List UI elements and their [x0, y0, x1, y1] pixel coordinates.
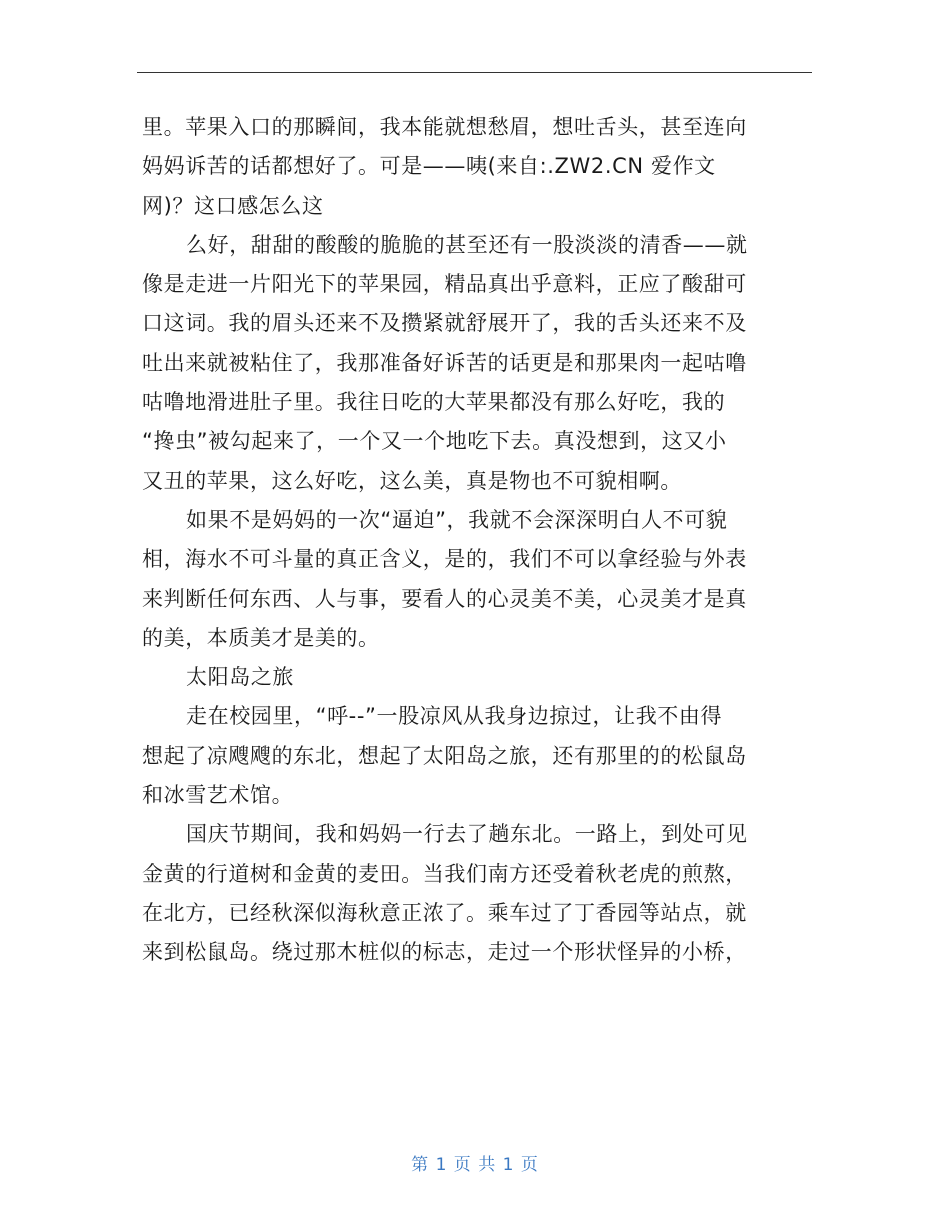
- text-line: “搀虫”被勾起来了，一个又一个地吃下去。真没想到，这又小: [142, 429, 727, 454]
- header-rule: [137, 72, 812, 73]
- text-line: 在北方，已经秋深似海秋意正浓了。乘车过了丁香园等站点，就: [142, 900, 747, 925]
- text-line: 吐出来就被粘住了，我那准备好诉苦的话更是和那果肉一起咕噜: [142, 350, 747, 375]
- text-line: 像是走进一片阳光下的苹果园，精品真出乎意料，正应了酸甜可: [142, 272, 747, 297]
- text-line: 和冰雪艺术馆。: [142, 783, 294, 808]
- document-body: [142, 108, 797, 973]
- text-line: 相，海水不可斗量的真正含义，是的，我们不可以拿经验与外表: [142, 547, 747, 572]
- text-line: 网)？这口感怎么这: [142, 193, 324, 218]
- paragraph-start-line: 么好，甜甜的酸酸的脆脆的甚至还有一股淡淡的清香——就: [186, 232, 748, 257]
- paragraph-start-line: 如果不是妈妈的一次“逼迫”，我就不会深深明白人不可貌: [186, 507, 728, 532]
- section-title: 太阳岛之旅: [186, 665, 294, 690]
- text-line: 口这词。我的眉头还来不及攒紧就舒展开了，我的舌头还来不及: [142, 311, 747, 336]
- page-number-footer: 第 1 页 共 1 页: [411, 1155, 539, 1175]
- text-line: 又丑的苹果，这么好吃，这么美，真是物也不可貌相啊。: [142, 468, 682, 493]
- paragraph-start-line: 走在校园里，“呼--”一股凉风从我身边掠过，让我不由得: [186, 704, 723, 729]
- paragraph-start-line: 国庆节期间，我和妈妈一行去了趟东北。一路上，到处可见: [186, 822, 748, 847]
- text-line: 来到松鼠岛。绕过那木桩似的标志，走过一个形状怪异的小桥，: [142, 940, 747, 965]
- text-line: 的美，本质美才是美的。: [142, 625, 380, 650]
- text-line: 咕噜地滑进肚子里。我往日吃的大苹果都没有那么好吃，我的: [142, 390, 726, 415]
- text-line: 里。苹果入口的那瞬间，我本能就想愁眉，想吐舌头，甚至连向: [142, 115, 747, 139]
- text-line: 来判断任何东西、人与事，要看人的心灵美不美，心灵美才是真: [142, 586, 747, 611]
- text-line: 妈妈诉苦的话都想好了。可是——咦(来自:.ZW2.CN 爱作文: [142, 154, 716, 179]
- text-line: 想起了凉飕飕的东北，想起了太阳岛之旅，还有那里的的松鼠岛: [142, 743, 747, 768]
- text-line: 金黄的行道树和金黄的麦田。当我们南方还受着秋老虎的煎熬，: [142, 861, 747, 886]
